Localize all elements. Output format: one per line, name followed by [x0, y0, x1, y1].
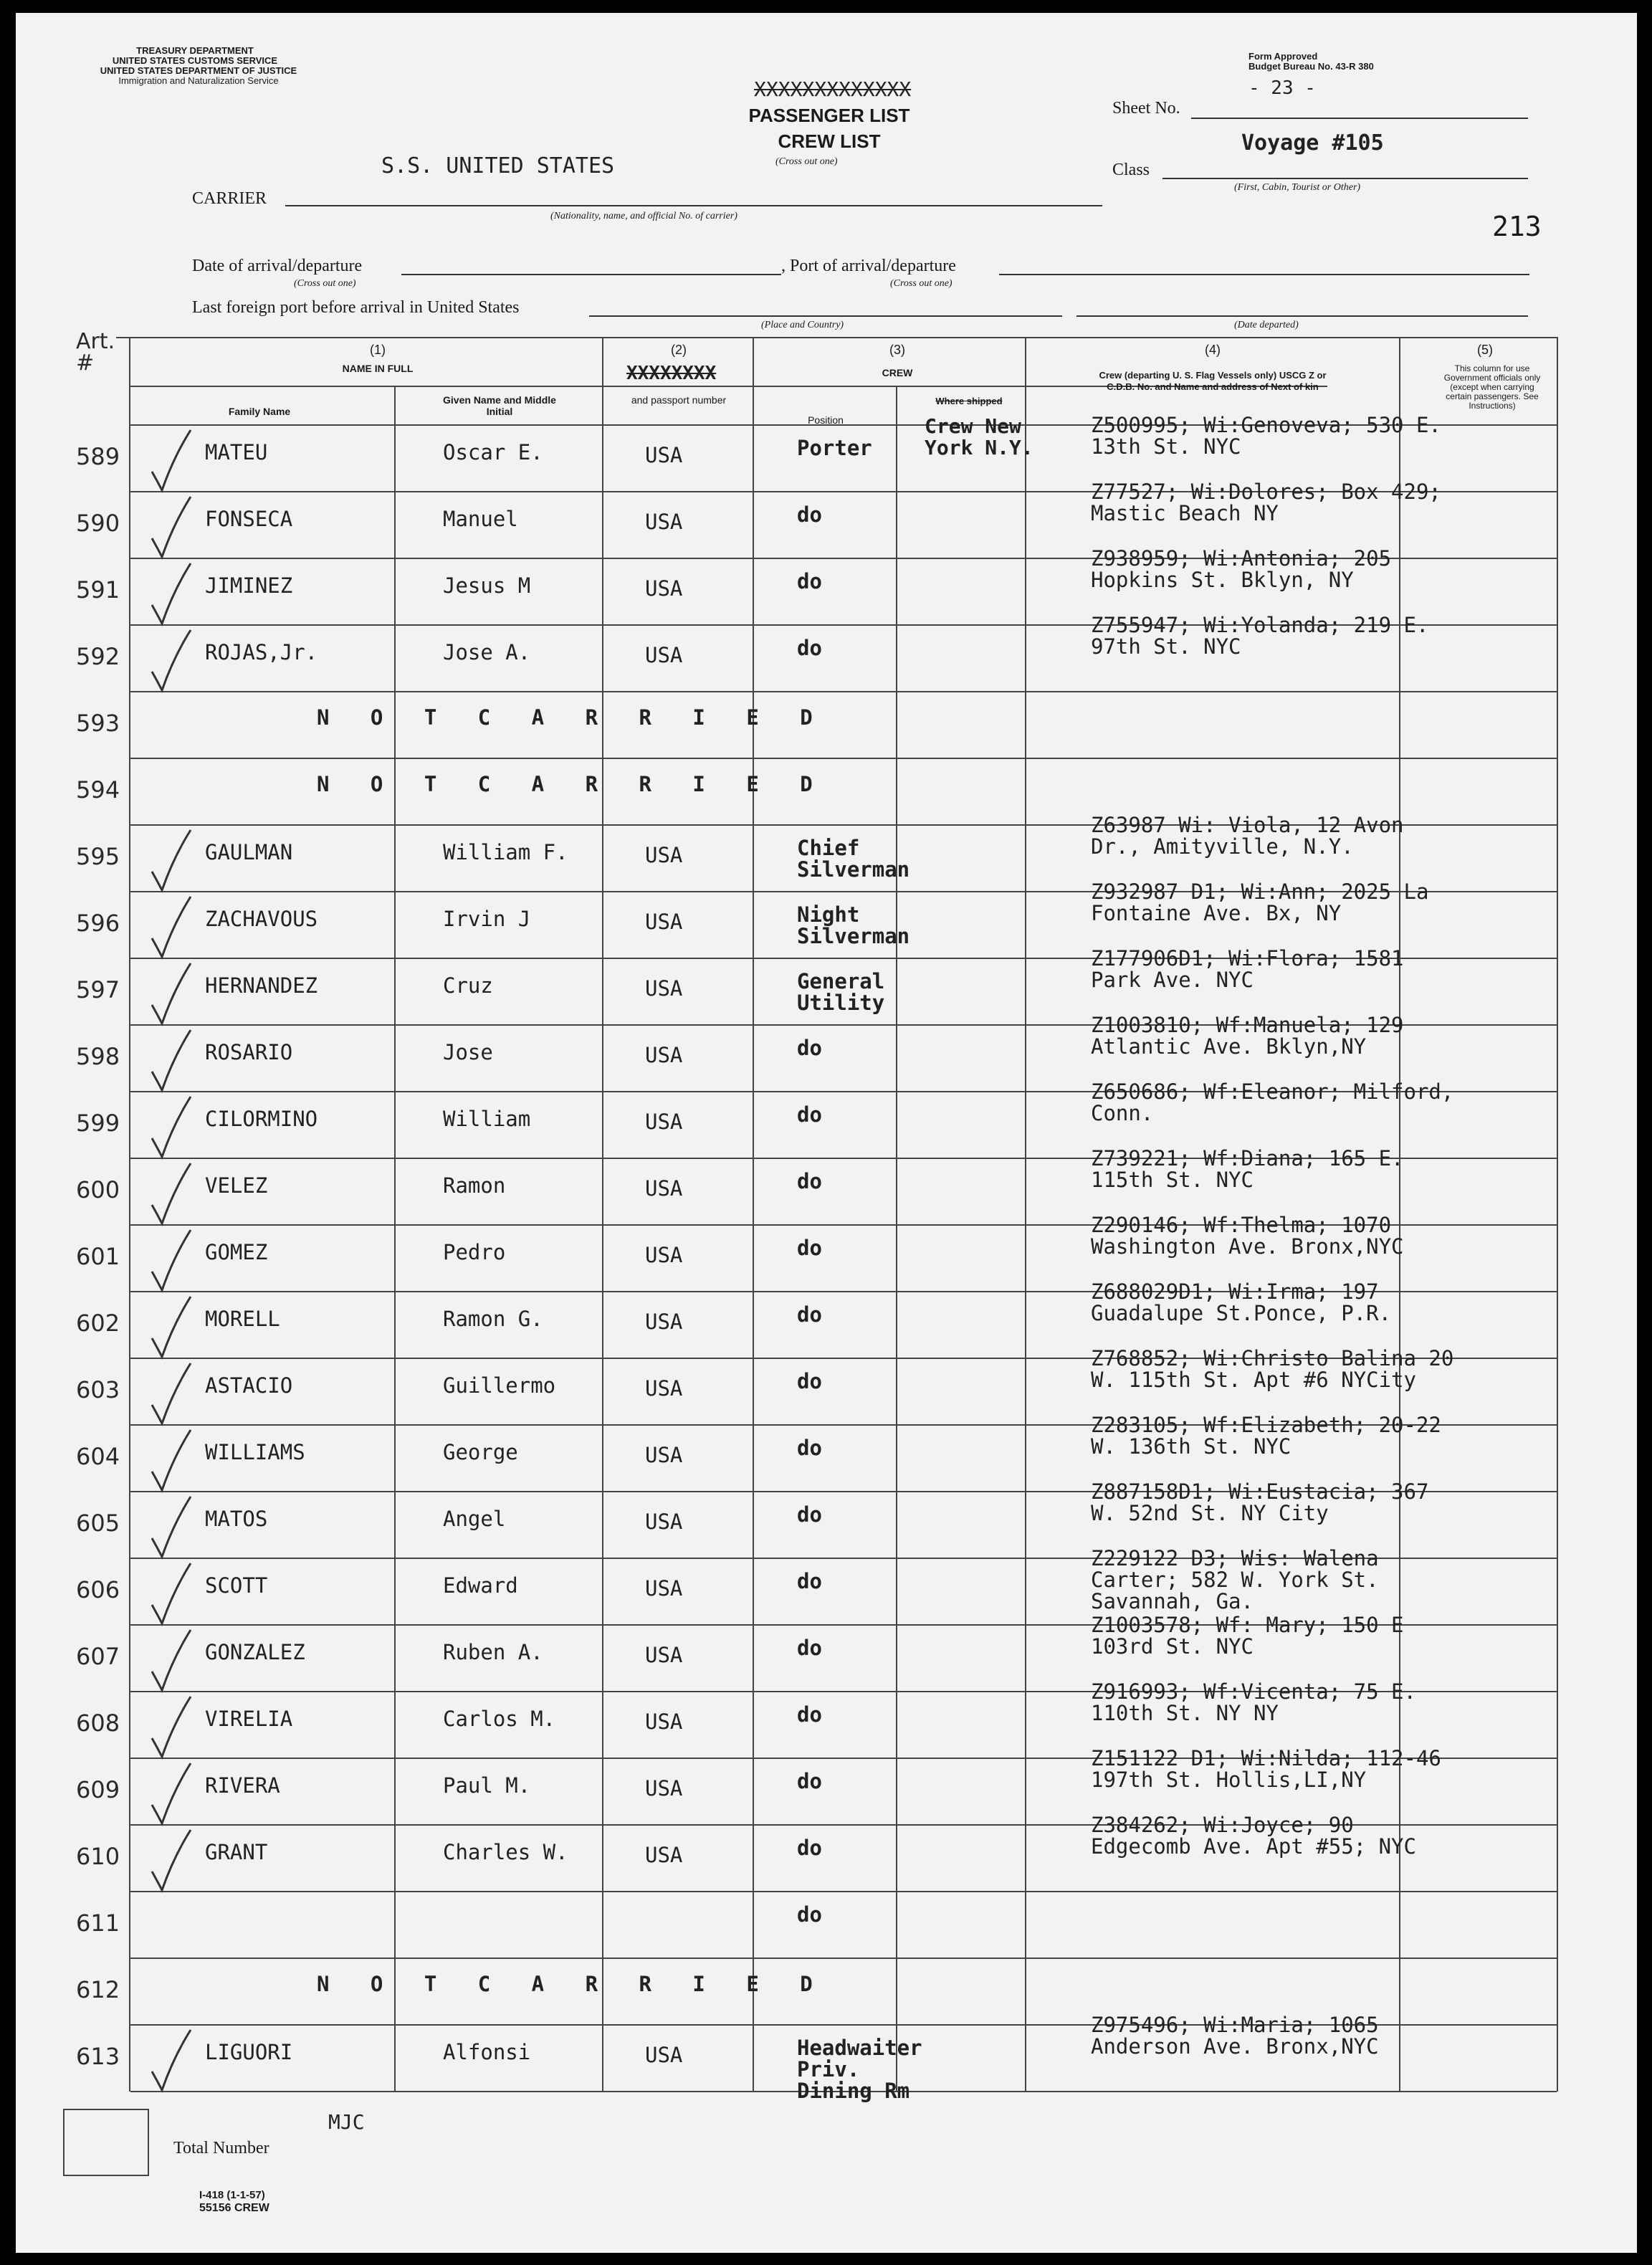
crew-details: Z916993; Wf:Vicenta; 75 E. 110th St. NY NY [1091, 1679, 1416, 1725]
carrier-note: (Nationality, name, and official No. of carrier) [550, 211, 737, 221]
art-number: 600 [76, 1176, 120, 1203]
checkmark-icon [149, 895, 192, 960]
art-number: 605 [76, 1510, 120, 1537]
position: do [797, 1769, 822, 1793]
cross-out-note: (Cross out one) [775, 156, 838, 167]
nationality: USA [645, 1243, 683, 1267]
position: do [797, 1902, 822, 1927]
arrival-note: (Cross out one) [294, 278, 356, 289]
nationality: USA [645, 1510, 683, 1534]
nationality: USA [645, 843, 683, 867]
given-name-head: Given Name and Middle Initial [443, 394, 556, 417]
checkmark-icon [149, 1695, 192, 1760]
crew-details: Z938959; Wi:Antonia; 205 Hopkins St. Bklyn, NY [1091, 546, 1392, 592]
given-name: Charles W. [443, 1840, 568, 1864]
col-divider-crew [753, 337, 754, 2092]
nationality: USA [645, 1310, 683, 1334]
given-name: Ramon [443, 1173, 506, 1198]
given-name: Ruben A. [443, 1640, 543, 1664]
col3-title: CREW [882, 367, 913, 378]
art-number: 609 [76, 1776, 120, 1803]
table-top-line [116, 337, 1558, 338]
checkmark-icon [149, 1162, 192, 1226]
col4-title: Crew (departing U. S. Flag Vessels only) USCG Z or C.D.B. No. and Name and address of Next of kin [1099, 370, 1327, 392]
family-name: GAULMAN [205, 840, 293, 864]
position: do [797, 569, 822, 593]
family-name: SCOTT [205, 1573, 268, 1598]
checkmark-icon [149, 1362, 192, 1426]
struck-title: XXXXXXXXXXXXX [754, 77, 912, 101]
col2-struck: XXXXXXXX [626, 363, 717, 384]
checkmark-icon [149, 1562, 192, 1626]
col5-num: (5) [1477, 343, 1493, 357]
col-divider-crew4 [1025, 337, 1026, 2092]
family-name-head: Family Name [228, 406, 291, 417]
art-number: 594 [76, 776, 120, 804]
last-port-underline [589, 315, 1062, 317]
family-name: GONZALEZ [205, 1640, 305, 1664]
nationality: USA [645, 1843, 683, 1867]
nationality: USA [645, 1376, 683, 1401]
art-number: 604 [76, 1443, 120, 1470]
given-name: William [443, 1107, 531, 1131]
class-value: Voyage #105 [1241, 130, 1384, 156]
carrier-underline [285, 205, 1102, 206]
art-number: 610 [76, 1843, 120, 1870]
row-divider [130, 691, 1557, 692]
carrier-label: CARRIER [192, 189, 267, 208]
art-label: Art. # [76, 329, 115, 376]
col-divider-given [394, 386, 396, 2092]
art-number: 596 [76, 910, 120, 937]
art-number: 593 [76, 710, 120, 737]
form-approved: Form Approved [1248, 51, 1318, 62]
art-number: 613 [76, 2043, 120, 2070]
port-label: , Port of arrival/departure [781, 257, 956, 275]
class-note: (First, Cabin, Tourist or Other) [1234, 182, 1361, 193]
position: Chief Silverman [797, 836, 910, 882]
sheet-label: Sheet No. [1112, 99, 1180, 118]
nationality: USA [645, 1043, 683, 1067]
total-number-label: Total Number [173, 2139, 269, 2157]
checkmark-icon [149, 629, 192, 693]
col4-num: (4) [1205, 343, 1221, 357]
art-number: 612 [76, 1976, 120, 2003]
art-number: 590 [76, 510, 120, 537]
total-number-box [63, 2109, 149, 2176]
crew-code: 55156 CREW [199, 2202, 269, 2214]
crew-details: Z77527; Wi:Dolores; Box 429; Mastic Beach NY [1091, 480, 1441, 525]
class-underline [1162, 178, 1528, 179]
family-name: VIRELIA [205, 1707, 293, 1731]
position: do [797, 1636, 822, 1660]
family-name: ZACHAVOUS [205, 907, 318, 931]
date-departed-underline [1076, 315, 1528, 317]
family-name: MATEU [205, 440, 268, 464]
family-name: ROJAS,Jr. [205, 640, 318, 664]
family-name: MATOS [205, 1507, 268, 1531]
family-name: RIVERA [205, 1773, 280, 1798]
checkmark-icon [149, 1828, 192, 1893]
crew-details: Z768852; Wi:Christo Balina 20 W. 115th St. Apt #6 NYCity [1091, 1346, 1454, 1392]
given-name: Ramon G. [443, 1307, 543, 1331]
checkmark-icon [149, 429, 192, 493]
position: do [797, 636, 822, 660]
nationality: USA [645, 1443, 683, 1467]
checkmark-icon [149, 962, 192, 1026]
crew-details: Z384262; Wi:Joyce; 90 Edgecomb Ave. Apt #55; NYC [1091, 1813, 1416, 1859]
checkmark-icon [149, 1762, 192, 1826]
crew-details: Z650686; Wf:Eleanor; Milford, Conn. [1091, 1079, 1454, 1125]
checkmark-icon [149, 1029, 192, 1093]
given-name: George [443, 1440, 518, 1464]
given-name: Irvin J [443, 907, 531, 931]
given-name: Pedro [443, 1240, 506, 1264]
art-number: 589 [76, 443, 120, 470]
crew-details: Z1003578; Wf: Mary; 150 E 103rd St. NYC [1091, 1613, 1404, 1659]
position: do [797, 1436, 822, 1460]
crew-details: Z887158D1; Wi:Eustacia; 367 W. 52nd St. NY City [1091, 1479, 1429, 1525]
sheet-value: - 23 - [1248, 77, 1316, 99]
sheet-underline [1191, 118, 1528, 119]
stamp-number: 213 [1492, 211, 1542, 242]
row-divider [130, 1958, 1557, 1959]
position: Porter [797, 436, 872, 460]
position: do [797, 1236, 822, 1260]
crew-details: Z290146; Wf:Thelma; 1070 Washington Ave. Bronx,NYC [1091, 1213, 1404, 1259]
crew-details: Z688029D1; Wi:Irma; 197 Guadalupe St.Ponce, P.R. [1091, 1279, 1392, 1325]
nationality: USA [645, 1710, 683, 1734]
agency-line-4: Immigration and Naturalization Service [118, 75, 279, 86]
class-label: Class [1112, 161, 1150, 179]
family-name: GOMEZ [205, 1240, 268, 1264]
nationality: USA [645, 643, 683, 667]
crew-details: Z975496; Wi:Maria; 1065 Anderson Ave. Bronx,NYC [1091, 2013, 1379, 2059]
given-name: William F. [443, 840, 568, 864]
family-name: FONSECA [205, 507, 293, 531]
document-page [16, 13, 1637, 2253]
given-name: Alfonsi [443, 2040, 531, 2064]
date-departed-note: (Date departed) [1234, 320, 1299, 330]
place-note: (Place and Country) [761, 320, 844, 330]
checkmark-icon [149, 1095, 192, 1160]
family-name: LIGUORI [205, 2040, 293, 2064]
col5-title: This column for use Government officials only (except when carrying certain passengers. See Instructions) [1443, 363, 1541, 411]
checkmark-icon [149, 1229, 192, 1293]
agency-line-1: TREASURY DEPARTMENT [136, 45, 254, 56]
art-number: 592 [76, 643, 120, 670]
family-name: VELEZ [205, 1173, 268, 1198]
family-name: JIMINEZ [205, 573, 293, 598]
table-left-border [129, 337, 130, 2092]
crew-details: Z151122 D1; Wi:Nilda; 112-46 197th St. Hollis,LI,NY [1091, 1746, 1441, 1792]
checkmark-icon [149, 1495, 192, 1560]
position: do [797, 502, 822, 527]
position: do [797, 1036, 822, 1060]
nationality: USA [645, 1643, 683, 1667]
crew-details: Z1003810; Wf:Manuela; 129 Atlantic Ave. Bklyn,NY [1091, 1013, 1404, 1059]
given-name: Guillermo [443, 1373, 556, 1398]
family-name: ROSARIO [205, 1040, 293, 1064]
position-head: Position [808, 414, 844, 426]
art-number: 599 [76, 1110, 120, 1137]
checkmark-icon [149, 1629, 192, 1693]
col2-num: (2) [671, 343, 687, 357]
row-divider [130, 758, 1557, 759]
position: do [797, 1836, 822, 1860]
row-divider [130, 1891, 1557, 1892]
table-right-border [1557, 337, 1558, 2092]
crew-details: Z283105; Wf:Elizabeth; 20-22 W. 136th St. NYC [1091, 1413, 1441, 1459]
checkmark-icon [149, 1295, 192, 1360]
art-number: 598 [76, 1043, 120, 1070]
col2-title: and passport number [631, 394, 727, 406]
not-carried-note: N O T C A R R I E D [317, 705, 827, 730]
nationality: USA [645, 976, 683, 1001]
given-name: Edward [443, 1573, 518, 1598]
art-number: 602 [76, 1310, 120, 1337]
position: do [797, 1302, 822, 1327]
position: do [797, 1169, 822, 1193]
position: do [797, 1369, 822, 1393]
family-name: ASTACIO [205, 1373, 293, 1398]
art-number: 603 [76, 1376, 120, 1403]
col-divider-nat [602, 337, 603, 2092]
position: Headwaiter Priv. Dining Rm [797, 2036, 922, 2103]
nationality: USA [645, 1176, 683, 1201]
crew-details: Z177906D1; Wi:Flora; 1581 Park Ave. NYC [1091, 946, 1404, 992]
nationality: USA [645, 1776, 683, 1801]
title-passenger-list: PASSENGER LIST [748, 105, 910, 126]
where-shipped-head: Where shipped [935, 396, 1003, 406]
crew-details: Z932987 D1; Wi:Ann; 2025 La Fontaine Ave. Bx, NY [1091, 879, 1429, 925]
port-note: (Cross out one) [890, 278, 952, 289]
art-number: 606 [76, 1576, 120, 1603]
checkmark-icon [149, 1429, 192, 1493]
arrival-underline [401, 274, 781, 275]
given-name: Jose [443, 1040, 493, 1064]
family-name: WILLIAMS [205, 1440, 305, 1464]
checkmark-icon [149, 829, 192, 893]
crew-details: Z739221; Wf:Diana; 165 E. 115th St. NYC [1091, 1146, 1404, 1192]
form-number: I-418 (1-1-57) [199, 2189, 265, 2201]
given-name: Carlos M. [443, 1707, 556, 1731]
where-shipped-entry: Crew New York N.Y. [925, 414, 1033, 459]
given-name: Jose A. [443, 640, 531, 664]
budget-bureau: Budget Bureau No. 43-R 380 [1248, 61, 1374, 72]
nationality: USA [645, 443, 683, 467]
given-name: Angel [443, 1507, 506, 1531]
carrier-value: S.S. UNITED STATES [381, 153, 615, 178]
nationality: USA [645, 576, 683, 601]
position: do [797, 1569, 822, 1593]
position: Night Silverman [797, 902, 910, 948]
family-name: CILORMINO [205, 1107, 318, 1131]
nationality: USA [645, 510, 683, 534]
crew-details: Z500995; Wi:Genoveva; 530 E. 13th St. NYC [1091, 413, 1441, 459]
not-carried-note: N O T C A R R I E D [317, 1972, 827, 1996]
crew-details: Z229122 D3; Wis: Walena Carter; 582 W. York St. Savannah, Ga. [1091, 1546, 1379, 1613]
position: General Utility [797, 969, 885, 1015]
last-port-label: Last foreign port before arrival in United States [192, 298, 520, 317]
arrival-label: Date of arrival/departure [192, 257, 363, 275]
nationality: USA [645, 1576, 683, 1601]
checkmark-icon [149, 495, 192, 560]
checkmark-icon [149, 562, 192, 626]
art-number: 601 [76, 1243, 120, 1270]
port-underline [999, 274, 1529, 275]
crew-details: Z63987 Wi: Viola, 12 Avon Dr., Amityville, N.Y. [1091, 813, 1404, 859]
position: do [797, 1102, 822, 1127]
art-number: 607 [76, 1643, 120, 1670]
crew-details: Z755947; Wi:Yolanda; 219 E. 97th St. NYC [1091, 613, 1429, 659]
art-number: 611 [76, 1909, 120, 1937]
art-number: 597 [76, 976, 120, 1003]
agency-line-3: UNITED STATES DEPARTMENT OF JUSTICE [100, 65, 297, 76]
position: do [797, 1702, 822, 1727]
col1-title: NAME IN FULL [342, 363, 414, 374]
given-name: Manuel [443, 507, 518, 531]
family-name: GRANT [205, 1840, 268, 1864]
given-name: Oscar E. [443, 440, 543, 464]
nationality: USA [645, 910, 683, 934]
given-name: Paul M. [443, 1773, 531, 1798]
art-number: 591 [76, 576, 120, 604]
nationality: USA [645, 2043, 683, 2067]
position: do [797, 1502, 822, 1527]
col1-num: (1) [370, 343, 386, 357]
agency-line-2: UNITED STATES CUSTOMS SERVICE [112, 55, 278, 66]
title-crew-list: CREW LIST [778, 130, 881, 152]
given-name: Jesus M [443, 573, 531, 598]
not-carried-note: N O T C A R R I E D [317, 772, 827, 796]
family-name: MORELL [205, 1307, 280, 1331]
art-number: 608 [76, 1710, 120, 1737]
checkmark-icon [149, 2028, 192, 2093]
art-number: 595 [76, 843, 120, 870]
given-name: Cruz [443, 973, 493, 998]
initials: MJC [328, 2110, 365, 2134]
nationality: USA [645, 1110, 683, 1134]
family-name: HERNANDEZ [205, 973, 318, 998]
col3-num: (3) [889, 343, 905, 357]
